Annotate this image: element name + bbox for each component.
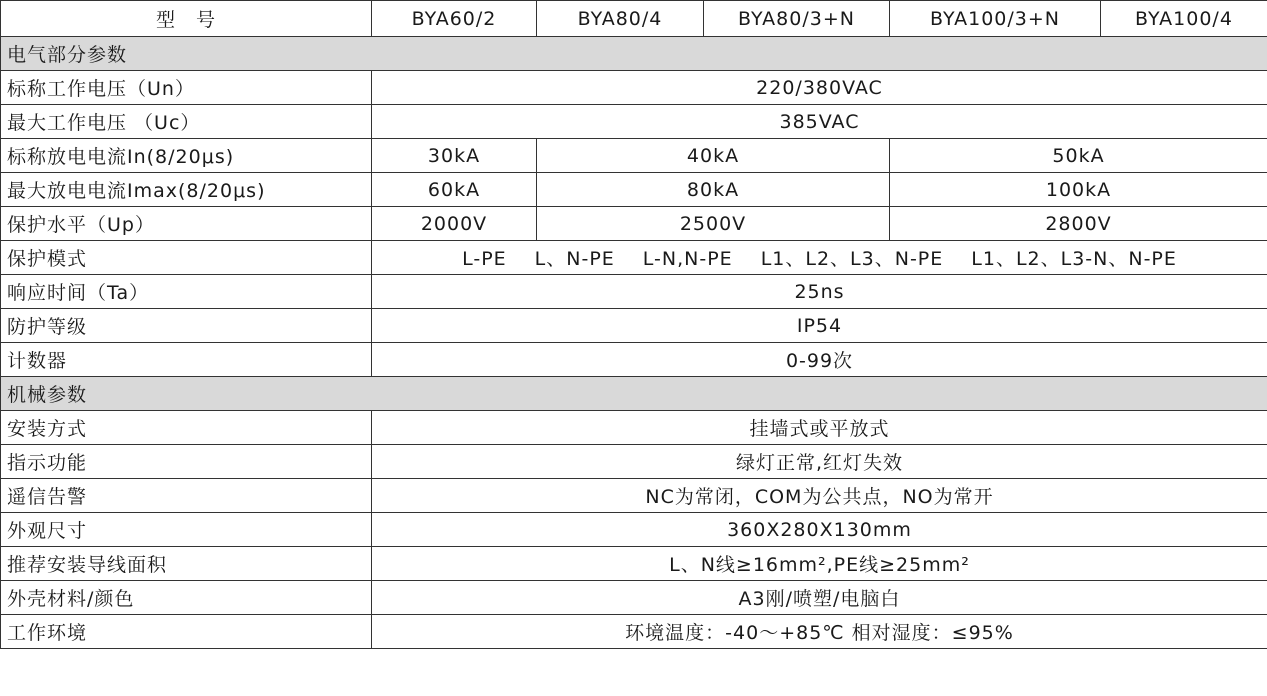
spec-label: 外壳材料/颜色	[1, 581, 372, 615]
spec-row-wire	[1, 547, 1267, 581]
spec-value: 2500V	[537, 207, 890, 241]
spec-value: 环境温度：-40～+85℃ 相对湿度：≤95%	[372, 615, 1267, 649]
section-title: 机械参数	[1, 377, 1267, 411]
spec-row-indicator	[1, 445, 1267, 479]
spec-row-protection-mode	[1, 241, 1267, 275]
spec-value: 100kA	[890, 173, 1267, 207]
spec-value: 385VAC	[372, 105, 1267, 139]
model-name: BYA80/3+N	[704, 1, 890, 37]
spec-label: 遥信告警	[1, 479, 372, 513]
model-name: BYA100/3+N	[890, 1, 1101, 37]
spec-row-rated-voltage	[1, 71, 1267, 105]
protection-mode: L-PE	[462, 248, 507, 270]
spec-label: 安装方式	[1, 411, 372, 445]
spec-value: A3刚/喷塑/电脑白	[372, 581, 1267, 615]
spec-row-shell	[1, 581, 1267, 615]
spec-value: L、N线≥16mm²,PE线≥25mm²	[372, 547, 1267, 581]
spec-label: 标称放电电流In(8/20μs)	[1, 139, 372, 173]
spec-label: 外观尺寸	[1, 513, 372, 547]
spec-value: 2800V	[890, 207, 1267, 241]
spec-row-max-voltage	[1, 105, 1267, 139]
spec-label: 指示功能	[1, 445, 372, 479]
spec-row-remote	[1, 479, 1267, 513]
spec-label: 响应时间（Ta）	[1, 275, 372, 309]
spec-value: NC为常闭，COM为公共点，NO为常开	[372, 479, 1267, 513]
spec-value: 40kA	[537, 139, 890, 173]
spec-row-size	[1, 513, 1267, 547]
spec-row-install	[1, 411, 1267, 445]
spec-label: 保护水平（Up）	[1, 207, 372, 241]
spec-row-max-current	[1, 173, 1267, 207]
model-header-row	[1, 1, 1267, 37]
section-electrical	[1, 37, 1267, 71]
spec-label: 标称工作电压（Un）	[1, 71, 372, 105]
spec-row-response-time	[1, 275, 1267, 309]
model-name: BYA80/4	[537, 1, 704, 37]
spec-value: 挂墙式或平放式	[372, 411, 1267, 445]
spec-value: 30kA	[372, 139, 537, 173]
spec-value: IP54	[372, 309, 1267, 343]
spec-label: 推荐安装导线面积	[1, 547, 372, 581]
spec-value: 2000V	[372, 207, 537, 241]
spec-row-counter	[1, 343, 1267, 377]
spec-value: 220/380VAC	[372, 71, 1267, 105]
section-title: 电气部分参数	[1, 37, 1267, 71]
spec-value: 60kA	[372, 173, 537, 207]
spec-value: 0-99次	[372, 343, 1267, 377]
spec-value: 25ns	[372, 275, 1267, 309]
spec-label: 计数器	[1, 343, 372, 377]
protection-mode: L1、L2、L3-N、N-PE	[971, 248, 1177, 270]
model-name: BYA60/2	[372, 1, 537, 37]
spec-label: 最大放电电流Imax(8/20μs)	[1, 173, 372, 207]
spec-value: 80kA	[537, 173, 890, 207]
spec-label: 工作环境	[1, 615, 372, 649]
protection-mode: L-N,N-PE	[642, 248, 733, 270]
model-name: BYA100/4	[1101, 1, 1267, 37]
protection-mode: L1、L2、L3、N-PE	[760, 248, 944, 270]
spec-row-protection-level	[1, 207, 1267, 241]
spec-row-nominal-current	[1, 139, 1267, 173]
spec-value: 50kA	[890, 139, 1267, 173]
protection-mode: L、N-PE	[534, 248, 615, 270]
spec-label: 最大工作电压 （Uc）	[1, 105, 372, 139]
spec-value: 360X280X130mm	[372, 513, 1267, 547]
section-mechanical	[1, 377, 1267, 411]
spec-row-environment	[1, 615, 1267, 649]
spec-label: 保护模式	[1, 241, 372, 275]
spec-value-modes	[372, 241, 1267, 275]
spec-value: 绿灯正常,红灯失效	[372, 445, 1267, 479]
spec-label: 防护等级	[1, 309, 372, 343]
model-header-label: 型 号	[1, 1, 372, 37]
spec-row-ip	[1, 309, 1267, 343]
